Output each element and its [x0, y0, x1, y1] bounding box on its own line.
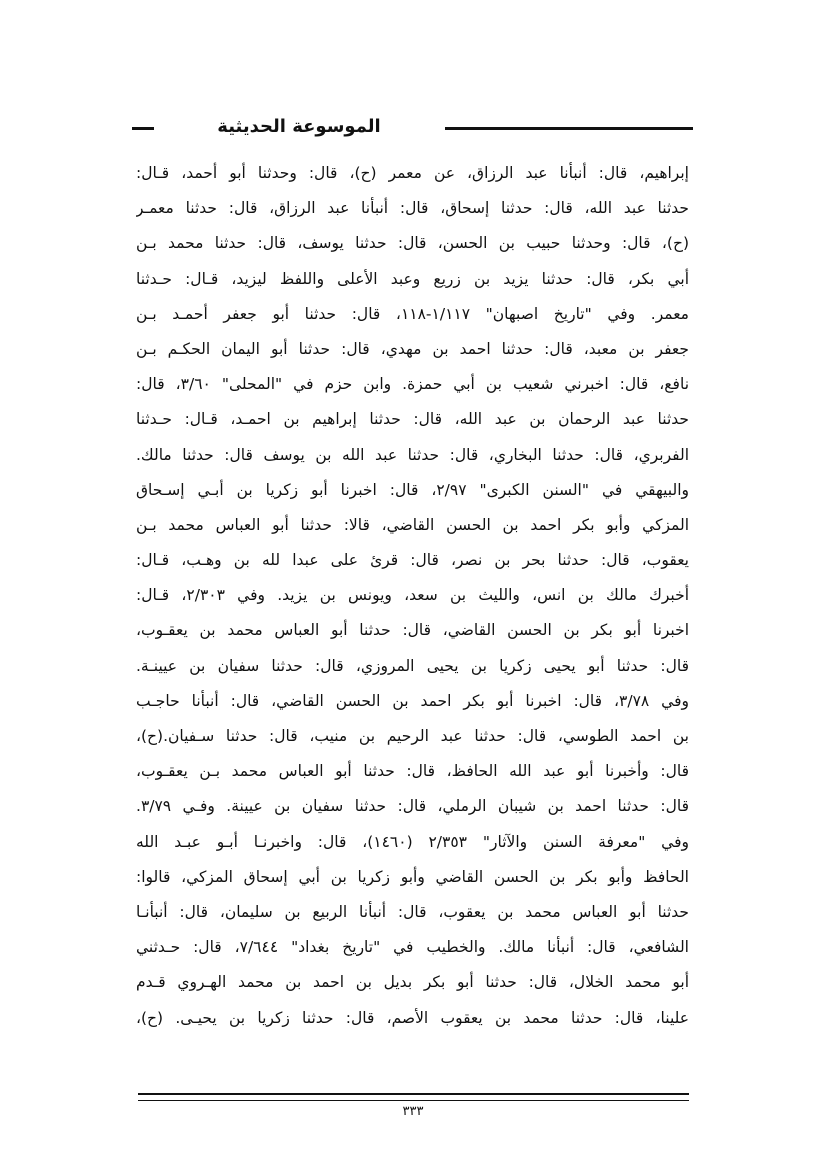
text-line: المزكي وأبو بكر احمد بن الحسن القاضي، قالا: حدثنا أبو العباس محمد بـن [136, 515, 689, 534]
text-line: اخبرنا أبو بكر بن الحسن القاضي، قال: حدثنا أبو العباس محمد بن يعقـوب، [136, 621, 689, 640]
text-line: علينا، قال: حدثنا محمد بن يعقوب الأصم، قال: حدثنا زكريا بن يحيـى. (ح)، [136, 1008, 689, 1027]
text-line: قال: حدثنا احمد بن شيبان الرملي، قال: حدثنا سفيان بن عيينة. وفـي ٣/٧٩. [136, 797, 689, 816]
page-header [132, 114, 693, 140]
text-line: الفربري، قال: حدثنا البخاري، قال: حدثنا عبد الله بن يوسف قال: حدثنا مالك. [136, 445, 689, 464]
footer-rule [138, 1093, 689, 1095]
body-text [136, 156, 689, 1036]
header-rule-right [445, 127, 693, 130]
text-line: حدثنا عبد الرحمان بن عبد الله، قال: حدثنا إبراهيم بن احمـد، قـال: حـدثنا [136, 410, 689, 429]
text-line: يعقوب، قال: حدثنا بحر بن نصر، قال: قرئ على عبدا لله بن وهـب، قـال: [136, 551, 689, 570]
text-line: إبراهيم، قال: أنبأنا عبد الرزاق، عن معمر (ح)، قال: وحدثنا أبو أحمد، قـال: [136, 164, 689, 182]
text-line: وفي ٣/٧٨، قال: اخبرنا أبو بكر احمد بن الحسن القاضي، قال: أنبأنا حاجـب [136, 691, 689, 710]
text-line: معمر. وفي "تاريخ اصبهان" ١/١١٧-١١٨، قال: حدثنا أبو جعفر أحمـد بـن [136, 304, 689, 323]
text-line: الشافعي، قال: أنبأنا مالك. والخطيب في "تاريخ بغداد" ٧/٦٤٤، قال: حـدثني [136, 938, 689, 957]
text-line: أبي بكر، قال: حدثنا يزيد بن زريع وعبد الأعلى واللفظ ليزيد، قـال: حـدثنا [136, 269, 689, 288]
footer-rule-thin [138, 1100, 689, 1101]
text-line: بن احمد الطوسي، قال: حدثنا عبد الرحيم بن منيب، قال: حدثنا سـفيان.(ح)، [136, 727, 689, 745]
page-title: الموسوعة الحديثية [217, 116, 381, 137]
text-line: جعفر بن معبد، قال: حدثنا احمد بن مهدي، قال: حدثنا أبو اليمان الحكـم بـن [136, 339, 689, 358]
text-line: أبو محمد الخلال، قال: حدثنا أبو بكر بديل بن احمد بن محمد الهـروي قـدم [136, 973, 689, 992]
text-line: نافع، قال: اخبرني شعيب بن أبي حمزة. وابن حزم في "المحلى" ٣/٦٠، قال: [136, 375, 689, 394]
text-line: (ح)، قال: وحدثنا حبيب بن الحسن، قال: حدثنا يوسف، قال: حدثنا محمد بـن [136, 234, 689, 253]
text-line: قال: حدثنا أبو يحيى زكريا بن يحيى المروزي، قال: حدثنا سفيان بن عيينـة. [136, 656, 689, 675]
text-line: حدثنا عبد الله، قال: حدثنا إسحاق، قال: أنبأنا عبد الرزاق، قال: حدثنا معمـر [136, 199, 689, 218]
text-line: وفي "معرفة السنن والآثار" ٢/٣٥٣ (١٤٦٠)، قال: واخبرنـا أبـو عبـد الله [136, 832, 689, 851]
text-line: والبيهقي في "السنن الكبرى" ٢/٩٧، قال: اخبرنا أبو زكريا بن أبـي إسـحاق [136, 480, 689, 499]
text-line: قال: وأخبرنا أبو عبد الله الحافظ، قال: حدثنا أبو العباس محمد بـن يعقـوب، [136, 762, 689, 781]
header-rule-left [132, 127, 154, 130]
page-number: ٣٣٣ [402, 1104, 424, 1119]
text-line: حدثنا أبو العباس محمد بن يعقوب، قال: أنبأنا الربيع بن سليمان، قال: أنبأنـا [136, 902, 689, 921]
text-line: الحافظ وأبو بكر بن الحسن القاضي وأبو زكريا بن أبي إسحاق المزكي، قالوا: [136, 867, 689, 886]
text-line: أخبرك مالك بن انس، والليث بن سعد، ويونس بن يزيد. وفي ٢/٣٠٣، قـال: [136, 586, 689, 605]
